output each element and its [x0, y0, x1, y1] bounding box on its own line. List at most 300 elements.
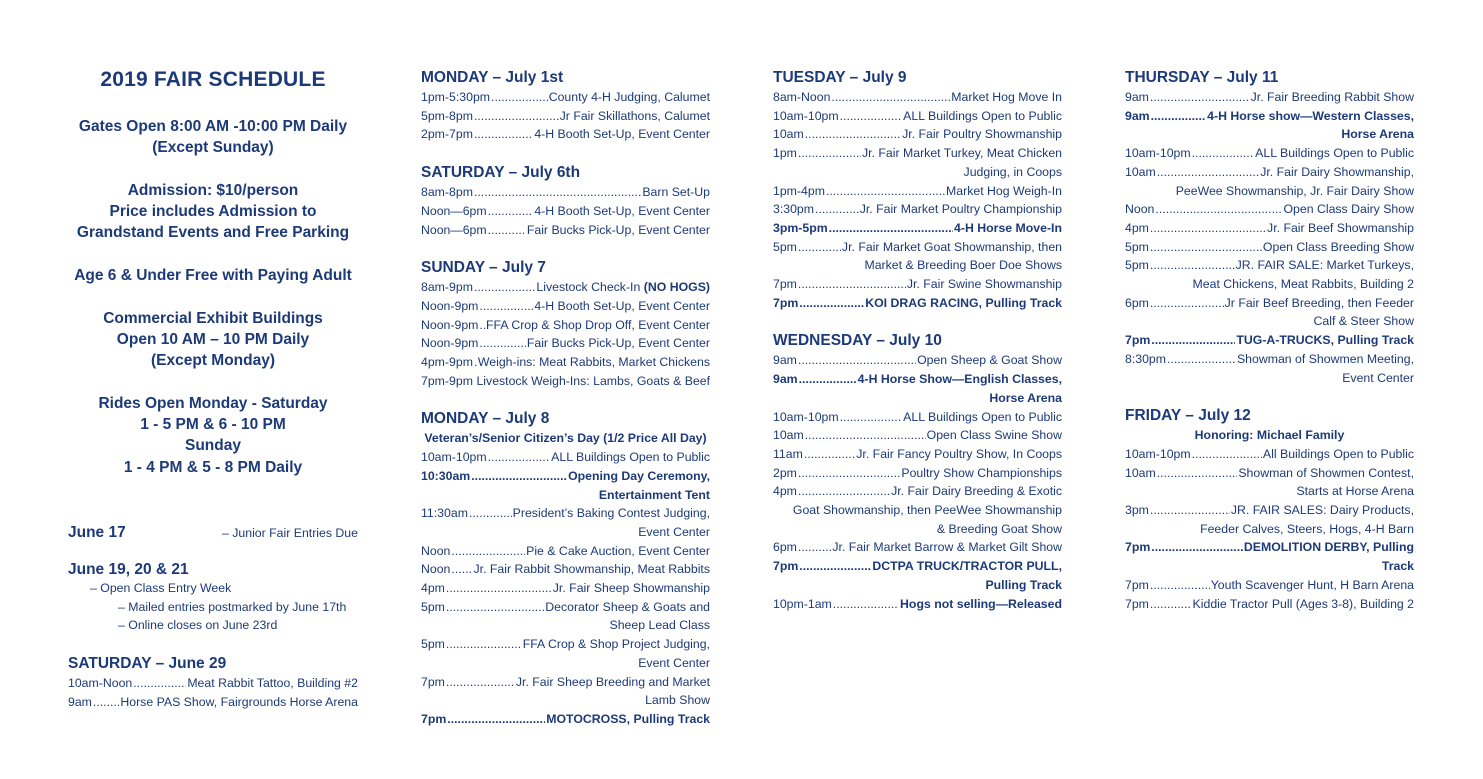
- day-subheading: Veteran’s/Senior Citizen’s Day (1/2 Price All Day): [424, 431, 707, 446]
- schedule-event: [773, 351, 1062, 370]
- admission-info: Admission: $10/person Price includes Admission to Grandstand Events and Free Parking: [76, 181, 350, 242]
- leader-dots: [1157, 163, 1259, 182]
- event-description-text: Decorator Sheep & Goats and: [545, 599, 710, 614]
- event-description-text: ALL Buildings Open to Public: [903, 409, 1062, 424]
- event-time: Noon-9pm: [421, 317, 479, 332]
- event-description: [523, 635, 710, 654]
- event-time: 10am-Noon: [68, 676, 133, 690]
- leader-dots: [479, 297, 533, 316]
- leader-dots: [474, 183, 641, 202]
- event-time: 5pm: [421, 637, 445, 652]
- event-description: [1193, 595, 1414, 614]
- schedule-event: [421, 448, 710, 467]
- leader-dots: [446, 673, 515, 692]
- event-description: [954, 219, 1062, 238]
- event-description: [1244, 538, 1414, 557]
- leader-dots: [805, 125, 901, 144]
- event-time: 10am: [1125, 465, 1156, 480]
- leader-dots: [474, 372, 476, 391]
- schedule-event: [1125, 445, 1414, 464]
- leader-dots: [798, 538, 831, 557]
- event-time: 11am: [773, 446, 803, 461]
- section-july9: TUESDAY – July 9 8am-Noon ..... Market Hog Move In 10am-10pm ..... ALL Buildings Open to Public 10am ..... Jr. Fair Poultry Showmanship 1pm ..... Jr. Fair Market Turkey, Meat Chicken Judging, in Coops 1pm-4pm ..... Market Hog Weigh-In 3:30pm ..... Jr. Fair Market Poultry Championship 3pm-5pm ..... 4-H Horse Move-In 5pm ..... Jr. Fair Market Goat Showmanship, then Market & Breeding Boer Doe Shows 7pm ..... Jr. Fair Swine Showmanship 7pm ..... KOI DRAG RACING, Pulling Track: [773, 68, 1062, 312]
- schedule-event: [421, 183, 710, 202]
- event-time: 8am-8pm: [421, 185, 473, 200]
- event-description: [527, 221, 710, 240]
- event-description: [902, 125, 1062, 144]
- event-time: 7pm: [773, 295, 799, 310]
- event-time: 7pm: [1125, 577, 1149, 592]
- schedule-event: [421, 88, 710, 107]
- event-description: [856, 445, 1062, 464]
- leader-dots: [446, 598, 544, 617]
- panel-july1-8: [421, 68, 710, 748]
- event-description-text: All Buildings Open to Public: [1262, 446, 1414, 461]
- event-time: Noon: [421, 543, 451, 558]
- event-continuation: Horse Arena: [1341, 127, 1414, 142]
- event-description-text: Showman of Showmen Meeting,: [1236, 351, 1414, 366]
- event-time: 1pm-5:30pm: [421, 90, 491, 104]
- leader-dots: [451, 542, 525, 561]
- event-time: Noon—6pm: [421, 222, 487, 237]
- event-description-text: JR. FAIR SALE: Market Turkeys,: [1235, 258, 1414, 273]
- schedule-event: [421, 334, 710, 353]
- event-description-text: Livestock Check-In: [536, 280, 641, 295]
- schedule-event: [421, 673, 710, 692]
- leader-dots: [831, 88, 950, 107]
- leader-dots: [1157, 464, 1238, 483]
- event-time: 3pm-5pm: [773, 220, 828, 235]
- schedule-event: [1125, 538, 1414, 557]
- event-time: 10am-10pm: [1125, 446, 1191, 461]
- event-description-text: Kiddie Tractor Pull (Ages 3-8), Building 2: [1192, 596, 1414, 611]
- event-description-text: Jr Fair Beef Breeding, then Feeder: [1224, 295, 1414, 310]
- event-description: [527, 334, 710, 353]
- event-description: [516, 673, 710, 692]
- event-time: 6pm: [773, 540, 797, 555]
- event-time: 11:30am: [421, 506, 468, 521]
- event-description: [187, 674, 358, 693]
- leader-dots: [798, 464, 900, 483]
- panel-july9-10: [773, 68, 1062, 632]
- leader-dots: [479, 316, 485, 335]
- event-description-text: Livestock Weigh-Ins: Lambs, Goats & Beef: [476, 373, 710, 388]
- schedule-event: [421, 579, 710, 598]
- event-time: 10am: [1125, 164, 1156, 179]
- event-continuation: Pulling Track: [985, 577, 1062, 592]
- leader-dots: [93, 693, 119, 712]
- event-description: [842, 238, 1062, 257]
- schedule-event: [1125, 350, 1414, 369]
- schedule-event: [421, 635, 710, 654]
- event-description-text: MOTOCROSS, Pulling Track: [546, 711, 710, 726]
- event-time: 7pm: [421, 674, 445, 689]
- schedule-event: [1125, 294, 1414, 313]
- event-time: 4pm: [773, 484, 797, 499]
- schedule-event: [1125, 238, 1414, 257]
- event-description: [526, 542, 710, 561]
- event-time: 7pm: [1125, 333, 1151, 348]
- schedule-event: [1125, 595, 1414, 614]
- event-description: [860, 200, 1062, 219]
- event-description-text: Jr. Fair Swine Showmanship: [906, 277, 1062, 292]
- event-description: [951, 88, 1062, 107]
- event-time: 8am-9pm: [421, 280, 473, 295]
- event-description: [642, 183, 710, 202]
- event-time: Noon-9pm: [421, 336, 479, 351]
- event-time: 10pm-1am: [773, 596, 832, 611]
- leader-dots: [1151, 538, 1243, 557]
- event-description: [1238, 464, 1414, 483]
- event-time: Noon: [421, 562, 451, 577]
- schedule-event: [421, 598, 710, 617]
- schedule-event: [68, 674, 358, 693]
- schedule-event: [773, 88, 1062, 107]
- schedule-event: [773, 595, 1062, 614]
- schedule-event: [773, 238, 1062, 257]
- event-time: 7pm: [421, 711, 447, 726]
- event-time: 5pm: [421, 599, 445, 614]
- schedule-event: [1125, 331, 1414, 350]
- event-description-text: 4-H Horse Show—English Classes,: [857, 372, 1062, 387]
- event-description-text: Jr. Fair Dairy Showmanship,: [1260, 164, 1414, 179]
- event-time: 10am-10pm: [773, 108, 839, 123]
- leader-dots: [447, 710, 545, 729]
- event-description-text: Jr. Fair Rabbit Showmanship, Meat Rabbits: [473, 562, 710, 577]
- leader-dots: [1150, 576, 1210, 595]
- event-description: [1207, 107, 1414, 126]
- event-description: [1283, 200, 1414, 219]
- event-description: [545, 598, 710, 617]
- event-time: 10am-10pm: [421, 450, 487, 465]
- schedule-event: [1125, 256, 1414, 275]
- age-info: Age 6 & Under Free with Paying Adult: [74, 267, 352, 285]
- event-description-text: Jr. Fair Breeding Rabbit Show: [1250, 90, 1414, 104]
- schedule-event: [773, 294, 1062, 313]
- leader-dots: [1192, 144, 1255, 163]
- event-continuation: Lamb Show: [645, 693, 710, 708]
- section-june29: SATURDAY – June 29 10am-Noon ..... Meat Rabbit Tattoo, Building #2 9am ..... Horse PAS Show, Fairgrounds Horse Arena: [68, 654, 358, 711]
- event-description: [1211, 576, 1414, 595]
- leader-dots: [488, 202, 534, 221]
- event-time: 10am: [773, 127, 804, 142]
- schedule-event: [1125, 107, 1414, 126]
- event-description: [862, 144, 1062, 163]
- schedule-event: [773, 125, 1062, 144]
- event-description: [900, 595, 1062, 614]
- schedule-event: [421, 372, 710, 391]
- event-time: Noon—6pm: [421, 203, 487, 218]
- event-description-text: Open Class Breeding Show: [1262, 239, 1414, 254]
- event-note: (NO HOGS): [643, 280, 710, 295]
- event-time: 5pm: [1125, 239, 1149, 254]
- leader-dots: [474, 107, 559, 126]
- event-continuation: PeeWee Showmanship, Jr. Fair Dairy Show: [1175, 183, 1414, 198]
- schedule-event: [773, 482, 1062, 501]
- event-description-text: ALL Buildings Open to Public: [551, 450, 710, 465]
- schedule-event: [421, 221, 710, 240]
- event-description: [120, 693, 358, 712]
- event-time: Noon: [1125, 202, 1155, 217]
- event-description: [1236, 331, 1414, 350]
- schedule-event: [1125, 219, 1414, 238]
- event-description-text: Open Class Swine Show: [926, 428, 1062, 443]
- event-description: [907, 275, 1062, 294]
- list-item: – Open Class Entry Week: [90, 581, 232, 595]
- event-description-text: Jr. Fair Dairy Breeding & Exotic: [891, 484, 1062, 499]
- event-continuation: Starts at Horse Arena: [1296, 484, 1414, 499]
- event-description: [1260, 163, 1414, 182]
- event-description: [865, 294, 1062, 313]
- event-time: 1pm-4pm: [773, 183, 825, 198]
- event-description-text: Barn Set-Up: [642, 185, 710, 200]
- schedule-event: [421, 467, 710, 486]
- leader-dots: [840, 408, 903, 427]
- event-time: 1pm: [773, 146, 797, 161]
- event-description-text: Market Hog Weigh-In: [946, 183, 1062, 198]
- schedule-event: [421, 297, 710, 316]
- schedule-event: [773, 426, 1062, 445]
- event-description-text: FFA Crop & Shop Project Judging,: [522, 637, 710, 652]
- schedule-event: [773, 370, 1062, 389]
- schedule-event: [773, 557, 1062, 576]
- event-description-text: Fair Bucks Pick-Up, Event Center: [526, 222, 710, 237]
- leader-dots: [479, 334, 525, 353]
- event-description: [560, 107, 710, 126]
- schedule-event: [1125, 464, 1414, 483]
- event-description-text: Weigh-ins: Meat Rabbits, Market Chickens: [477, 355, 710, 370]
- event-time: 9am: [1125, 90, 1149, 104]
- leader-dots: [474, 125, 533, 144]
- event-description: [832, 538, 1062, 557]
- section-july6: SATURDAY – July 6th 8am-8pm ..... Barn Set-Up Noon—6pm ..... 4-H Booth Set-Up, Event Center Noon—6pm ..... Fair Bucks Pick-Up, Event Center: [421, 163, 710, 239]
- event-description: [1267, 219, 1414, 238]
- event-description-text: Pie & Cake Auction, Event Center: [526, 543, 710, 558]
- event-description: [568, 467, 710, 486]
- section-july1: MONDAY – July 1st 1pm-5:30pm ..... County 4-H Judging, Calumet 5pm-8pm ..... Jr Fair Skillathons, Calumet 2pm-7pm ..... 4-H Booth Set-Up, Event Center: [421, 68, 710, 144]
- event-time: 9am: [68, 694, 92, 709]
- schedule-event: [1125, 200, 1414, 219]
- leader-dots: [798, 238, 841, 257]
- event-description: [1237, 350, 1414, 369]
- event-description-text: 4-H Booth Set-Up, Event Center: [534, 203, 710, 218]
- event-time: 2pm: [773, 465, 797, 480]
- event-description: [858, 370, 1062, 389]
- leader-dots: [826, 182, 945, 201]
- schedule-event: [421, 542, 710, 561]
- deadline-june19: June 19, 20 & 21 – Open Class Entry Week – Mailed entries postmarked by June 17th – Online closes on June 23rd: [68, 561, 358, 635]
- leader-dots: [815, 200, 859, 219]
- event-description-text: DEMOLITION DERBY, Pulling: [1243, 540, 1414, 555]
- leader-dots: [833, 595, 899, 614]
- leader-dots: [1150, 88, 1250, 107]
- event-description: [513, 504, 710, 523]
- event-description: [553, 579, 710, 598]
- event-description-text: Jr Fair Skillathons, Calumet: [559, 108, 710, 123]
- event-time: 10am-10pm: [1125, 146, 1191, 161]
- schedule-event: [421, 560, 710, 579]
- leader-dots: [1150, 238, 1262, 257]
- leader-dots: [1150, 256, 1235, 275]
- general-info: [68, 116, 358, 499]
- schedule-event: [773, 464, 1062, 483]
- leader-dots: [829, 219, 953, 238]
- leader-dots: [1192, 445, 1262, 464]
- schedule-event: [773, 275, 1062, 294]
- schedule-title: 2019 FAIR SCHEDULE: [100, 68, 326, 91]
- rides-info: Rides Open Monday - Saturday 1 - 5 PM & 6 - 10 PM Sunday 1 - 4 PM & 5 - 8 PM Daily: [98, 394, 328, 476]
- event-continuation: Feeder Calves, Steers, Hogs, 4-H Barn: [1200, 521, 1414, 536]
- section-july7: SUNDAY – July 7 8am-9pm ..... Livestock Check-In (NO HOGS) Noon-9pm ..... 4-H Booth Set-Up, Event Center Noon-9pm ..... FFA Crop & Shop Drop Off, Event Center Noon-9pm ..... Fair Bucks Pick-Up, Event Center 4pm-9pm ..... Weigh-ins: Meat Rabbits, Market Chickens 7pm-9pm ..... Livestock Weigh-Ins: Lambs, Goats & Beef: [421, 258, 710, 390]
- deadline-june17: June 17 – Junior Fair Entries Due: [68, 524, 358, 541]
- event-description-text: JR. FAIR SALES: Dairy Products,: [1230, 503, 1414, 518]
- schedule-event: [421, 278, 710, 297]
- schedule-event: [773, 219, 1062, 238]
- event-time: 4pm-9pm: [421, 355, 473, 370]
- event-time: 10am: [773, 428, 804, 443]
- schedule-event: [421, 710, 710, 729]
- leader-dots: [471, 467, 567, 486]
- event-description-text: President’s Baking Contest Judging,: [512, 506, 710, 521]
- schedule-event: [773, 408, 1062, 427]
- leader-dots: [446, 635, 522, 654]
- event-description: [872, 557, 1062, 576]
- event-time: 4pm: [421, 581, 445, 596]
- schedule-event: [421, 107, 710, 126]
- leader-dots: [798, 351, 916, 370]
- leader-dots: [1151, 331, 1235, 350]
- event-description: [927, 426, 1062, 445]
- schedule-event: [421, 125, 710, 144]
- event-description-text: Jr. Fair Beef Showmanship: [1267, 220, 1414, 235]
- event-continuation: Entertainment Tent: [598, 487, 710, 502]
- leader-dots: [1150, 501, 1230, 520]
- event-description: [1255, 144, 1414, 163]
- event-time: 5pm: [1125, 258, 1149, 273]
- leader-dots: [1167, 350, 1236, 369]
- leader-dots: [799, 294, 864, 313]
- event-description-text: 4-H Booth Set-Up, Event Center: [534, 298, 710, 313]
- event-description-text: Jr. Fair Sheep Breeding and Market: [515, 674, 710, 689]
- leader-dots: [805, 426, 926, 445]
- leader-dots: [1150, 595, 1192, 614]
- schedule-event: [773, 538, 1062, 557]
- event-description-text: Youth Scavenger Hunt, H Barn Arena: [1210, 577, 1414, 592]
- event-description-text: DCTPA TRUCK/TRACTOR PULL,: [872, 559, 1062, 574]
- event-time: 7pm-9pm: [421, 373, 473, 388]
- event-time: Noon-9pm: [421, 298, 479, 313]
- event-description-text: Poultry Show Championships: [901, 465, 1062, 480]
- leader-dots: [840, 107, 903, 126]
- section-july11: THURSDAY – July 11 9am ..... Jr. Fair Breeding Rabbit Show 9am ..... 4-H Horse show—Western Classes, Horse Arena 10am-10pm ..... ALL Buildings Open to Public 10am ..... Jr. Fair Dairy Showmanship, PeeWee Showmanship, Jr. Fair Dairy Show Noon ..... Open Class Dairy Show 4pm ..... Jr. Fair Beef Showmanship 5pm ..... Open Class Breeding Show 5pm ..... JR. FAIR SALE: Market Turkeys, Meat Chickens, Meat Rabbits, Building 2 6pm ..... Jr Fair Beef Breeding, then Feeder Calf & Steer Show 7pm ..... TUG-A-TRUCKS, Pulling Track 8:30pm ..... Showman of Showmen Meeting, Event Center: [1125, 68, 1414, 387]
- schedule-event: [773, 445, 1062, 464]
- event-description-text: Jr. Fair Fancy Poultry Show, In Coops: [856, 446, 1062, 461]
- commercial-info: Commercial Exhibit Buildings Open 10 AM – 10 PM Daily (Except Monday): [103, 309, 323, 370]
- event-description: [478, 353, 710, 372]
- event-description-text: ALL Buildings Open to Public: [903, 108, 1062, 123]
- gates-info: Gates Open 8:00 AM -10:00 PM Daily (Except Sunday): [78, 118, 348, 157]
- event-description: [534, 125, 710, 144]
- event-description: [476, 372, 710, 391]
- event-description: [903, 408, 1062, 427]
- event-time: 9am: [773, 372, 798, 387]
- event-description: [546, 710, 710, 729]
- event-continuation: Goat Showmanship, then PeeWee Showmanship: [792, 503, 1062, 518]
- event-continuation: Event Center: [638, 655, 710, 670]
- schedule-event: [421, 504, 710, 523]
- event-description-text: Jr. Fair Market Turkey, Meat Chicken: [862, 146, 1062, 161]
- event-description: [903, 107, 1062, 126]
- event-description-text: Jr. Fair Market Poultry Championship: [859, 202, 1062, 217]
- event-description-text: Open Sheep & Goat Show: [917, 353, 1062, 368]
- event-continuation: Calf & Steer Show: [1313, 314, 1414, 329]
- leader-dots: [491, 88, 548, 107]
- event-time: 6pm: [1125, 295, 1149, 310]
- event-description-text: ALL Buildings Open to Public: [1255, 146, 1414, 161]
- event-description: [891, 482, 1062, 501]
- event-description-text: Fair Bucks Pick-Up, Event Center: [526, 336, 710, 351]
- event-time: 7pm: [1125, 596, 1149, 611]
- event-description-text: Hogs not selling—Released: [900, 596, 1062, 611]
- schedule-event: [773, 182, 1062, 201]
- leader-dots: [1150, 219, 1266, 238]
- event-description: [946, 182, 1062, 201]
- event-time: 8am-Noon: [773, 90, 831, 104]
- event-continuation: Event Center: [638, 524, 710, 539]
- leader-dots: [804, 445, 855, 464]
- event-continuation: Event Center: [1342, 370, 1414, 385]
- event-description: [549, 88, 710, 107]
- event-time: 9am: [773, 353, 797, 368]
- event-time: 5pm: [773, 239, 797, 254]
- schedule-event: [1125, 144, 1414, 163]
- event-description: [1225, 294, 1414, 313]
- event-description-text: 4-H Booth Set-Up, Event Center: [534, 127, 710, 142]
- event-description-text: 4-H Horse Move-In: [954, 220, 1062, 235]
- event-time: 7pm: [773, 559, 799, 574]
- event-description-text: Jr. Fair Sheep Showmanship: [552, 581, 710, 596]
- schedule-event: [1125, 163, 1414, 182]
- day-subheading: Honoring: Michael Family: [1194, 428, 1345, 443]
- leader-dots: [1150, 294, 1224, 313]
- schedule-event: [68, 693, 358, 712]
- event-description-text: Jr. Fair Poultry Showmanship: [902, 127, 1062, 142]
- event-description: [1251, 88, 1414, 107]
- schedule-event: [1125, 576, 1414, 595]
- event-description: [901, 464, 1062, 483]
- leader-dots: [133, 674, 186, 693]
- event-description-text: Open Class Dairy Show: [1283, 202, 1414, 217]
- schedule-event: [1125, 88, 1414, 107]
- leader-dots: [469, 504, 512, 523]
- leader-dots: [488, 221, 526, 240]
- schedule-event: [773, 107, 1062, 126]
- leader-dots: [799, 370, 857, 389]
- event-description-text: TUG-A-TRUCKS, Pulling Track: [1236, 333, 1414, 348]
- event-description-text: County 4-H Judging, Calumet: [548, 90, 710, 104]
- event-description: [1263, 445, 1414, 464]
- leader-dots: [451, 560, 472, 579]
- event-continuation: Sheep Lead Class: [609, 618, 710, 633]
- section-july10: WEDNESDAY – July 10 9am ..... Open Sheep & Goat Show 9am ..... 4-H Horse Show—English Classes, Horse Arena 10am-10pm ..... ALL Buildings Open to Public 10am ..... Open Class Swine Show 11am ..... Jr. Fair Fancy Poultry Show, In Coops 2pm ..... Poultry Show Championships 4pm ..... Jr. Fair Dairy Breeding & Exotic Goat Showmanship, then PeeWee Showmanship & Breeding Goat Show 6pm ..... Jr. Fair Market Barrow & Market Gilt Show 7pm ..... DCTPA TRUCK/TRACTOR PULL, Pulling Track 10pm-1am ..... Hogs not selling—Released: [773, 331, 1062, 613]
- leader-dots: [799, 557, 871, 576]
- event-time: 3:30pm: [773, 202, 815, 217]
- event-description: [1231, 501, 1414, 520]
- event-time: 2pm-7pm: [421, 127, 473, 142]
- schedule-event: [421, 353, 710, 372]
- event-time: 10am-10pm: [773, 409, 839, 424]
- event-description: [1263, 238, 1414, 257]
